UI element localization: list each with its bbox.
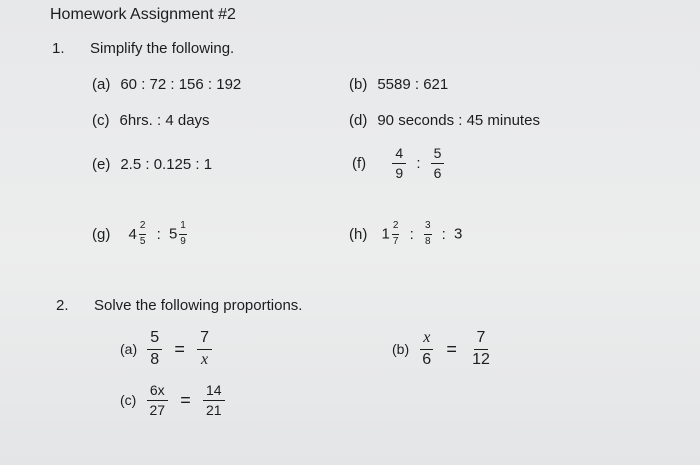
fraction: $\frac{x}{6}$	[419, 330, 434, 369]
equals-sign: =	[180, 389, 191, 410]
q2-item-b	[392, 330, 495, 369]
mixed-whole: 4	[128, 225, 137, 243]
fraction: $\frac{14}{21}$	[203, 383, 225, 417]
item-label: (e)	[92, 156, 111, 173]
item-text: 6hrs. : 4 days	[119, 112, 210, 129]
fraction: $\frac{7}{x}$	[197, 330, 212, 369]
item-label: (c)	[92, 112, 110, 129]
question-2-prompt: Solve the following proportions.	[94, 297, 303, 314]
item-text: 60 : 72 : 156 : 192	[120, 76, 242, 93]
q1-item-g	[92, 221, 189, 247]
ratio-separator: :	[416, 154, 421, 172]
fraction: $\frac{7}{12}$	[472, 329, 490, 368]
item-label: (g)	[92, 225, 111, 243]
ratio-separator: :	[409, 225, 414, 243]
item-label: (b)	[392, 341, 410, 358]
mixed-whole: 5	[168, 225, 178, 243]
q1-item-h	[349, 221, 462, 247]
q1-item-f	[352, 146, 446, 180]
item-text: 90 seconds : 45 minutes	[377, 112, 540, 129]
ratio-separator: :	[441, 225, 446, 243]
item-label: (h)	[349, 225, 368, 243]
fraction: $\frac{3}{8}$	[424, 220, 431, 247]
q1-item-b	[349, 76, 448, 93]
item-label: (b)	[349, 76, 368, 93]
equals-sign: =	[446, 338, 457, 359]
q1-item-a	[92, 76, 241, 93]
fraction: $\frac{4}{9}$	[392, 146, 406, 180]
item-text: 2.5 : 0.125 : 1	[120, 156, 213, 173]
q2-item-c	[120, 383, 227, 417]
fraction: $\frac{6x}{27}$	[147, 383, 169, 417]
item-label: (d)	[349, 112, 368, 129]
mixed-whole: 1	[381, 225, 390, 243]
item-label: (a)	[92, 76, 111, 93]
item-text: 5589 : 621	[377, 76, 449, 93]
question-2-number: 2.	[56, 297, 69, 314]
fraction: $\frac{2}{7}$	[392, 220, 399, 247]
item-label: (a)	[120, 341, 138, 358]
q2-item-a	[120, 330, 214, 369]
page-title: Homework Assignment #2	[50, 6, 236, 23]
q1-item-d	[349, 112, 540, 129]
fraction: $\frac{2}{5}$	[139, 220, 146, 247]
question-1-prompt: Simplify the following.	[90, 40, 235, 57]
fraction: $\frac{5}{8}$	[147, 330, 162, 369]
item-label: (f)	[352, 154, 367, 172]
item-label: (c)	[120, 392, 137, 409]
fraction: $\frac{5}{6}$	[431, 146, 445, 180]
q1-item-c	[92, 112, 210, 129]
equals-sign: =	[174, 338, 185, 359]
fraction: $\frac{1}{9}$	[180, 220, 186, 247]
question-1-number: 1.	[52, 40, 65, 57]
ratio-term: 3	[454, 225, 463, 243]
q1-item-e	[92, 156, 212, 173]
ratio-separator: :	[156, 225, 161, 243]
